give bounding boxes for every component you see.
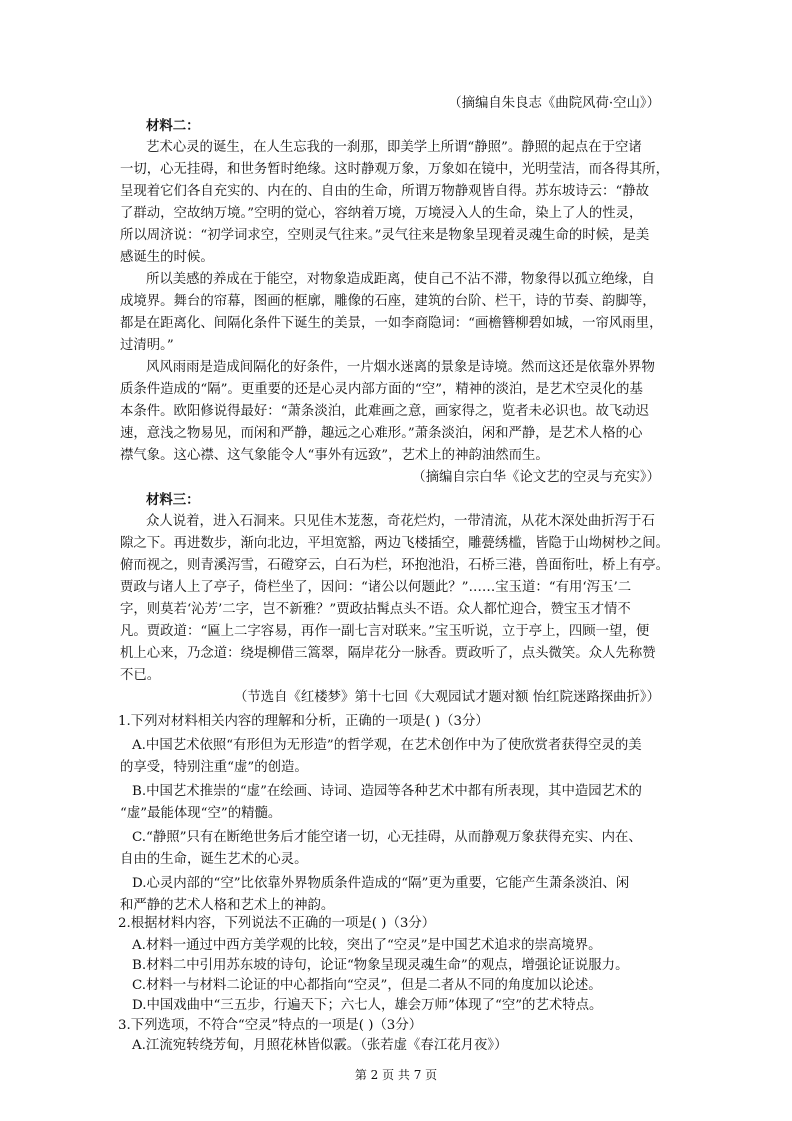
m2-line: 呈现着它们各自充实的、内在的、自由的生命，所谓万物静观皆自得。苏东坡诗云：“静故 <box>120 184 650 199</box>
q1-option-b-cont: “虚”最能体现“空”的精髓。 <box>120 806 282 821</box>
m3-line: 机上心来，乃念道：绕堤柳借三篙翠，隔岸花分一脉香。贾政听了，点头微笑。众人先称赞 <box>120 646 656 661</box>
m2-line: 质条件造成的“隔”。更重要的还是心灵内部方面的“空”，精神的淡泊，是艺术空灵化的基 <box>120 382 643 397</box>
m2-line: 了群动，空故纳万境。”空明的觉心，容纳着万境，万境浸入人的生命，染上了人的性灵， <box>120 206 643 221</box>
m2-line: 速，意浅之物易见，而闲和严静，趣远之心难形。”萧条淡泊，闲和严静，是艺术人格的心 <box>120 426 643 441</box>
q1-option-d-cont: 和严静的艺术人格和艺术上的神韵。 <box>120 898 335 913</box>
m2-line: 一切，心无挂碍，和世务暂时绝缘。这时静观万象，万象如在镜中，光明莹洁，而各得其所， <box>120 162 670 177</box>
m3-line: 字，则莫若‘沁芳’二字，岂不新雅？”贾政拈髯点头不语。众人都忙迎合，赞宝玉才情不 <box>120 602 631 617</box>
m2-line: 风风雨雨是造成间隔化的好条件，一片烟水迷离的景象是诗境。然而这还是依靠外界物 <box>146 360 655 375</box>
q2-option-a: A.材料一通过中西方美学观的比较，突出了“空灵”是中国艺术追求的崇高境界。 <box>132 938 602 953</box>
m3-line: 不已。 <box>120 668 161 683</box>
q1-option-c-cont: 自由的生命，诞生艺术的心灵。 <box>120 852 308 867</box>
question-1: 1.下列对材料相关内容的理解和分析，正确的一项是( )（3分） <box>118 714 489 729</box>
q1-option-d: D.心灵内部的“空”比依靠外界物质条件造成的“隔”更为重要，它能产生萧条淡泊、闲 <box>132 876 630 891</box>
m2-line: 感诞生的时候。 <box>120 250 214 265</box>
q1-option-b: B.中国艺术推崇的“虚”在绘画、诗词、造园等各种艺术中都有所表现，其中造园艺术的 <box>132 784 642 799</box>
m2-line: 所以周济说：“初学词求空，空则灵气往来。”灵气往来是物象呈现着灵魂生命的时候，是美 <box>120 228 650 243</box>
m2-line: 艺术心灵的诞生，在人生忘我的一刹那，即美学上所谓“静照”。静照的起点在于空诸 <box>146 140 642 155</box>
m2-line: 襟气象。这心襟、这气象能令人“事外有远致”，艺术上的神韵油然而生。 <box>120 448 549 463</box>
question-3: 3.下列选项，不符合“空灵”特点的一项是( )（3分） <box>118 1018 423 1033</box>
m3-line: 隙之下。再进数步，渐向北边，平坦宽豁，两边飞楼插空，雕甍绣槛，皆隐于山坳树杪之间。 <box>120 536 670 551</box>
m3-line: 众人说着，进入石洞来。只见佳木茏葱，奇花烂灼，一带清流，从花木深处曲折泻于石 <box>146 514 655 529</box>
m2-line: 成境界。舞台的帘幕，图画的框廓，雕像的石座，建筑的台阶、栏干，诗的节奏、韵脚等， <box>120 294 656 309</box>
question-2: 2.根据材料内容，下列说法不正确的一项是( )（3分） <box>118 916 436 931</box>
q3-option-a: A.江流宛转绕芳甸，月照花林皆似霰。（张若虚《春江花月夜》） <box>132 1038 508 1053</box>
q1-option-a-cont: 的享受，特别注重“虚”的创造。 <box>120 760 308 775</box>
m2-line: 都是在距离化、间隔化条件下诞生的美景，一如李商隐词：“画檐簪柳碧如城，一帘风雨里， <box>120 316 663 331</box>
m3-line: 贾政与诸人上了亭子，倚栏坐了，因问：“诸公以何题此？”……宝玉道：“有用‘泻玉’二 <box>120 580 632 595</box>
q2-option-d: D.中国戏曲中“三五步，行遍天下；六七人，雄会万师”体现了“空”的艺术特点。 <box>132 998 603 1013</box>
m3-line: 凡。贾政道：“匾上二字容易，再作一副七言对联来。”宝玉听说，立于亭上，四顾一望，便 <box>120 624 650 639</box>
source-citation-3: （节选自《红楼梦》第十七回《大观园试才题对额 怡红院迷路探曲折》） <box>233 690 660 705</box>
material-2-heading: 材料二： <box>146 118 200 134</box>
page-number-footer: 第 2 页 共 7 页 <box>354 1068 438 1082</box>
m2-line: 本条件。欧阳修说得最好：“萧条淡泊，此难画之意，画家得之，览者未必识也。故飞动迟 <box>120 404 650 419</box>
q2-option-b: B.材料二中引用苏东坡的诗句，论证“物象呈现灵魂生命”的观点，增强论证说服力。 <box>132 958 629 973</box>
q2-option-c: C.材料一与材料二论证的中心都指向“空灵”，但是二者从不同的角度加以论述。 <box>132 978 602 993</box>
m3-line: 俯而视之，则青溪泻雪，石磴穿云，白石为栏，环抱池沿，石桥三港，兽面衔吐，桥上有亭。 <box>120 558 670 573</box>
q1-option-a: A.中国艺术依照“有形但为无形造”的哲学观，在艺术创作中为了使欣赏者获得空灵的美 <box>132 738 642 753</box>
source-citation-1: （摘编自朱良志《曲院风荷·空山》） <box>448 96 660 111</box>
material-3-heading: 材料三： <box>146 492 200 508</box>
m2-line: 所以美感的养成在于能空，对物象造成距离，使自己不沾不滞，物象得以孤立绝缘，自 <box>146 272 655 287</box>
q1-option-c: C.“静照”只有在断绝世务后才能空诸一切，心无挂碍，从而静观万象获得充实、内在、 <box>132 830 642 845</box>
m2-line: 过清明。” <box>120 338 174 353</box>
source-citation-2: （摘编自宗白华《论文艺的空灵与充实》） <box>412 470 660 485</box>
